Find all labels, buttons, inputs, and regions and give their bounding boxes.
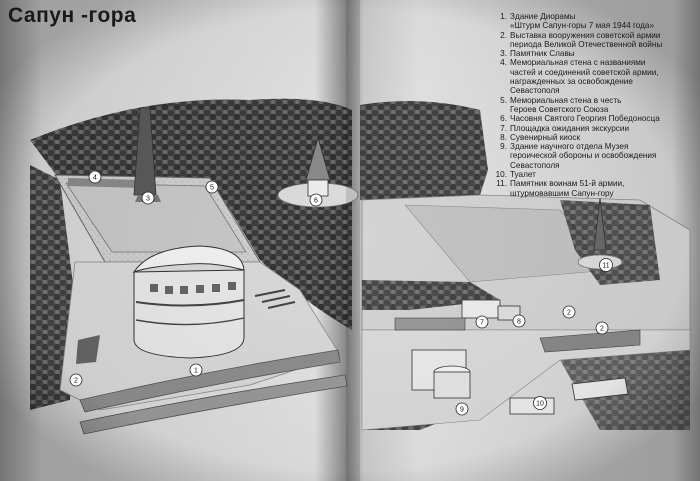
- legend-item-text: Мемориальная стена с названиями частей и соединений советской армии, награжденных за освобождение Севастополя: [510, 58, 659, 96]
- map-marker-11: [600, 259, 613, 272]
- map-marker-10: [534, 397, 547, 410]
- map-marker-2b: [563, 306, 575, 318]
- legend-item-number: 11.: [496, 179, 507, 189]
- legend-item-number: 10.: [495, 170, 507, 180]
- map-marker-6-label: 6: [314, 197, 318, 205]
- legend-item-number: 5.: [500, 95, 507, 105]
- legend-item: [492, 133, 697, 142]
- map-marker-5: [206, 181, 218, 193]
- legend-item-number: 2.: [500, 30, 507, 40]
- map-marker-4: [89, 171, 101, 183]
- map-marker-1: [190, 364, 202, 376]
- map-marker-8: [513, 315, 525, 327]
- legend-item: [492, 124, 697, 133]
- legend-item-text: Памятник Славы: [510, 49, 575, 59]
- legend-item: [492, 49, 697, 58]
- legend-item-text: Мемориальная стена в честь Героев Советского Союза: [510, 95, 622, 114]
- map-marker-3: [142, 192, 154, 204]
- map-marker-10-label: 10: [536, 400, 544, 408]
- map-marker-11-label: 11: [602, 262, 610, 270]
- map-marker-8-label: 8: [517, 318, 521, 326]
- legend-item-text: Здание научного отдела Музея героической обороны и освобождения Севастополя: [510, 142, 657, 170]
- legend-item: [492, 58, 697, 95]
- legend-item: [492, 170, 697, 179]
- legend-item: [492, 12, 697, 31]
- legend-item-number: 4.: [500, 58, 507, 68]
- legend-item-text: Туалет: [510, 170, 536, 180]
- map-marker-1-label: 1: [194, 367, 198, 375]
- legend-item: [492, 142, 697, 170]
- map-marker-2c: [596, 322, 608, 334]
- legend-item-number: 9.: [500, 142, 507, 152]
- legend-item-text: Площадка ожидания экскурсии: [510, 123, 630, 133]
- legend-item: [492, 114, 697, 123]
- map-marker-9: [456, 403, 468, 415]
- legend-item-text: Часовня Святого Георгия Победоносца: [510, 114, 660, 124]
- map-marker-2c-label: 2: [600, 325, 604, 333]
- legend-item-number: 8.: [500, 132, 507, 142]
- map-marker-7: [476, 316, 488, 328]
- map-marker-5-label: 5: [210, 184, 214, 192]
- legend-item-number: 3.: [500, 49, 507, 59]
- legend-item-text: Здание Диорамы «Штурм Сапун-горы 7 мая 1944 года»: [510, 12, 655, 31]
- map-marker-2a-label: 2: [74, 377, 78, 385]
- legend-item: [492, 31, 697, 50]
- legend-item-number: 1.: [500, 12, 507, 21]
- map-marker-7-label: 7: [480, 319, 484, 327]
- map-marker-9-label: 9: [460, 406, 464, 414]
- map-marker-2a: [70, 374, 82, 386]
- map-marker-2b-label: 2: [567, 309, 571, 317]
- map-legend: [492, 12, 697, 198]
- legend-item-number: 7.: [500, 123, 507, 133]
- legend-item: [492, 96, 697, 115]
- map-marker-3-label: 3: [146, 195, 150, 203]
- legend-item: [492, 179, 697, 198]
- legend-item-text: Памятник воинам 51-й армии, штурмовавшим Сапун-гору: [510, 179, 625, 198]
- page-title: Сапун -гора: [8, 4, 137, 27]
- legend-item-text: Выставка вооружения советской армии периода Великой Отечественной войны: [510, 30, 663, 49]
- map-marker-6: [310, 194, 322, 206]
- map-marker-4-label: 4: [93, 174, 97, 182]
- legend-item-text: Сувенирный киоск: [510, 132, 581, 142]
- legend-item-number: 6.: [500, 114, 507, 124]
